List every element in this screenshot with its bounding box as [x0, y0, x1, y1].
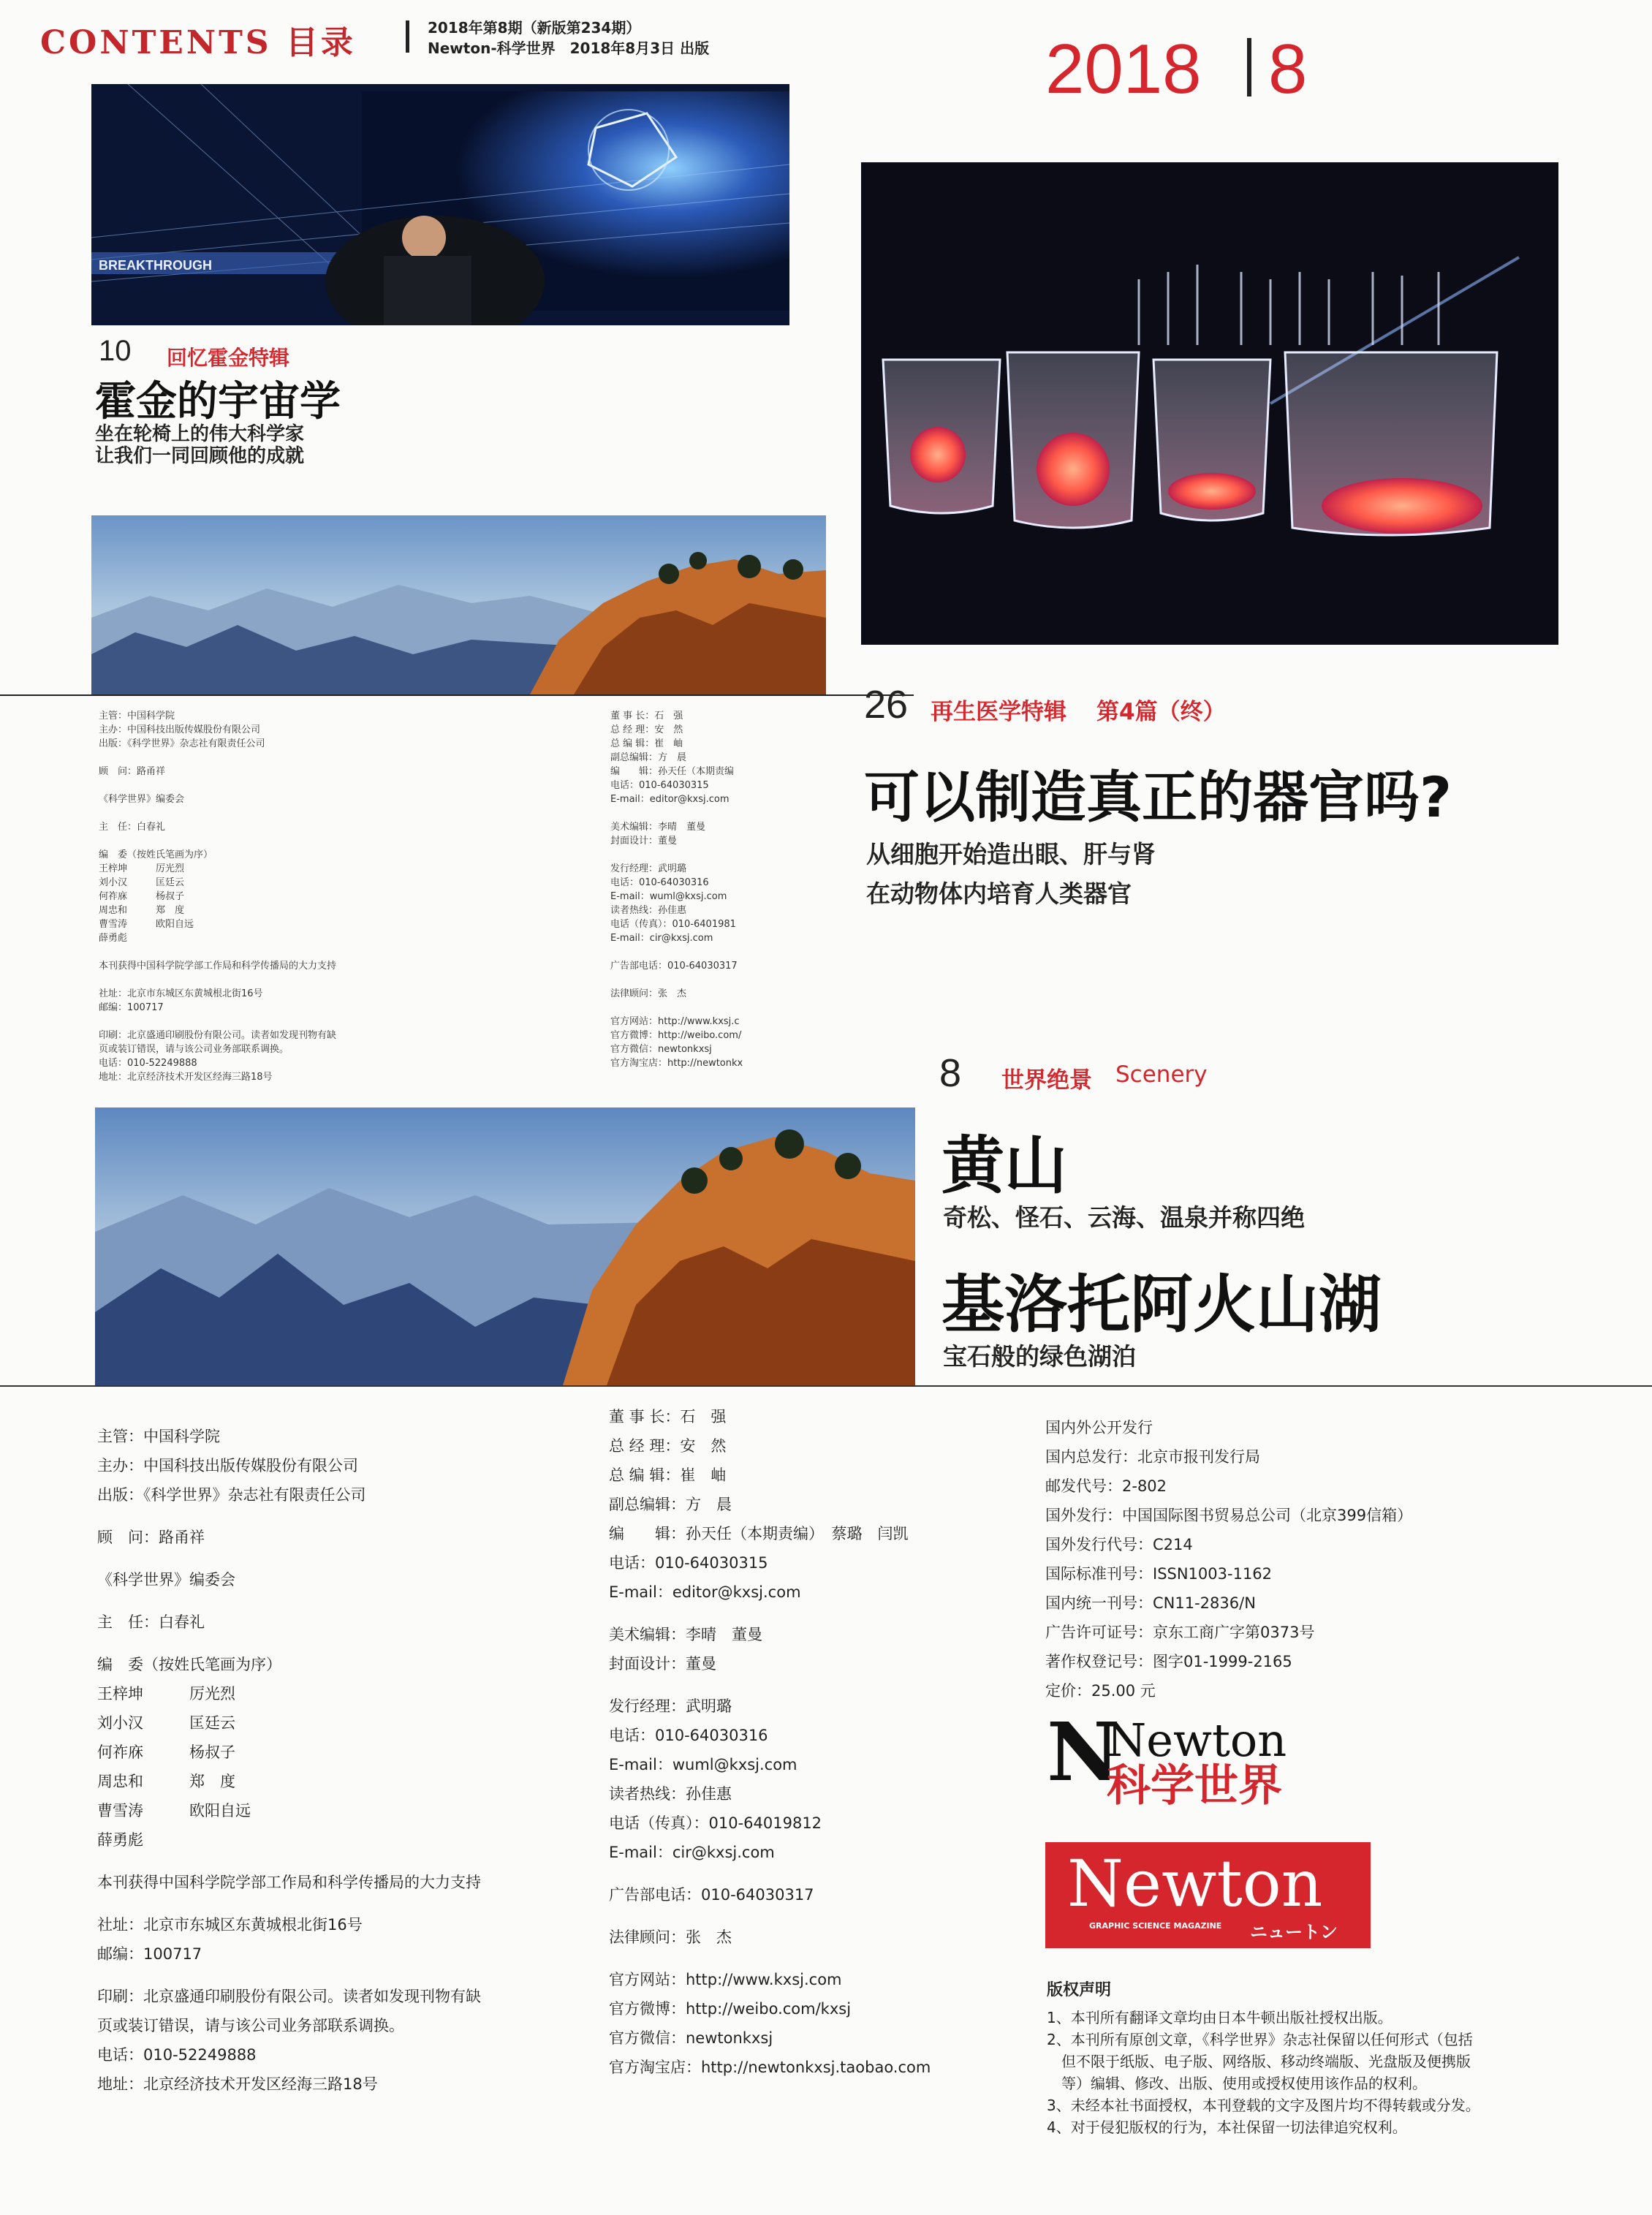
- colophon-line: 邮发代号：2-802: [1045, 1477, 1167, 1495]
- colophon-line: 国外发行代号：C214: [1045, 1536, 1193, 1553]
- article-title[interactable]: 黄山: [941, 1129, 1067, 1203]
- colophon-line: 广告许可证号：京东工商广字第0373号: [1045, 1624, 1315, 1641]
- article-page-number: 26: [864, 683, 909, 727]
- colophon-line: 编 辑：孙天任（本期责编） 蔡璐 闫凯: [609, 1525, 909, 1542]
- hawking-illustration: [91, 84, 789, 325]
- colophon-line: 国内统一刊号：CN11-2836/N: [1045, 1594, 1256, 1612]
- colophon-line: 美术编辑：李晴 董曼: [609, 1626, 762, 1643]
- article-subtitle: 奇松、怪石、云海、温泉并称四绝: [943, 1203, 1305, 1232]
- issue-info: [428, 18, 709, 58]
- colophon-line: 编 辑：孙天任（本期责编: [610, 766, 735, 777]
- colophon-line: 董 事 长：石 强: [610, 711, 683, 722]
- colophon-line: [97, 1594, 481, 1608]
- copyright-line: 2、本刊所有原创文章，《科学世界》杂志社保留以任何形式（包括: [1047, 2031, 1473, 2048]
- colophon-line: 国内外公开发行: [1045, 1419, 1153, 1436]
- colophon-line: 何祚庥 杨叔子: [99, 891, 185, 902]
- copyright-line: 等）编辑、修改、出版、使用或授权使用该作品的权利。: [1047, 2075, 1427, 2092]
- colophon-line: 主办：中国科技出版传媒股份有限公司: [99, 724, 261, 735]
- colophon-line: 国内总发行：北京市报刊发行局: [1045, 1448, 1260, 1466]
- colophon-line: 周忠和 郑 度: [99, 905, 185, 916]
- colophon-line: 发行经理：武明璐: [609, 1697, 732, 1715]
- colophon-line: 印刷：北京盛通印刷股份有限公司。读者如发现刊物有缺: [97, 1988, 481, 2005]
- colophon-line: 著作权登记号：图字01-1999-2165: [1045, 1653, 1292, 1670]
- colophon-line: 官方网站：http://www.kxsj.c: [610, 1016, 740, 1027]
- colophon-line: 副总编辑：方 晨: [610, 752, 687, 763]
- colophon-line: 法律顾问：张 杰: [610, 988, 687, 999]
- colophon-line: [609, 1909, 931, 1923]
- colophon-line: 邮编：100717: [97, 1945, 202, 1963]
- newton-red-logo: [1045, 1842, 1371, 1948]
- logo-cn-text: 科学世界: [1107, 1760, 1282, 1811]
- colophon-line: 电话（传真）：010-6401981: [610, 919, 736, 930]
- copyright-line: 但不限于纸版、电子版、网络版、移动终端版、光盘版及便携版: [1047, 2053, 1471, 2070]
- colophon-line: E-mail：wuml@kxsj.com: [610, 891, 727, 902]
- issue-month: 8: [1268, 30, 1308, 108]
- article-tag: 再生医学特辑: [931, 699, 1066, 725]
- colophon-line: [99, 806, 336, 820]
- colophon-line: 总 编 辑：崔 岫: [609, 1466, 727, 1484]
- colophon-line: 主管：中国科学院: [97, 1428, 220, 1445]
- issue-line-2: Newton-科学世界 2018年8月3日 出版: [428, 39, 710, 57]
- colophon-line: [99, 973, 336, 987]
- colophon-line: 总 经 理：安 然: [610, 724, 683, 735]
- colophon-line: 官方淘宝店：http://newtonkx: [610, 1058, 743, 1069]
- logo-sub: GRAPHIC SCIENCE MAGAZINE: [1089, 1921, 1222, 1931]
- header-divider: [406, 20, 409, 53]
- colophon-line: 总 编 辑：崔 岫: [610, 738, 683, 749]
- colophon-left: [97, 1422, 481, 2099]
- colophon-line: 电话（传真）：010-64019812: [609, 1814, 822, 1832]
- copyright-notice: [1047, 2007, 1480, 2138]
- colophon-line: [97, 1855, 481, 1868]
- article-subtitle: 从细胞开始造出眼、肝与肾: [866, 840, 1156, 868]
- copyright-line: 1、本刊所有翻译文章均由日本牛顿出版社授权出版。: [1047, 2009, 1393, 2026]
- colophon-line: [609, 1607, 931, 1620]
- colophon-line: 编 委（按姓氏笔画为序）: [97, 1656, 281, 1673]
- article-subtitle: 坐在轮椅上的伟大科学家: [95, 423, 305, 445]
- colophon-line: [97, 1969, 481, 1982]
- colophon-line: 读者热线：孙佳惠: [610, 905, 687, 916]
- colophon-line: 出版：《科学世界》杂志社有限责任公司: [99, 738, 265, 749]
- contents-cn: 目录: [285, 24, 356, 61]
- mountain-scene: [91, 515, 826, 694]
- colophon-line: [99, 945, 336, 959]
- colophon-line: 广告部电话：010-64030317: [610, 961, 738, 972]
- rule: [0, 694, 914, 696]
- colophon-line: [610, 1001, 743, 1015]
- issue-line-1: 2018年第8期（新版第234期）: [428, 19, 641, 37]
- colophon-line: 发行经理：武明璐: [610, 863, 687, 874]
- colophon-line: 《科学世界》编委会: [99, 794, 185, 805]
- colophon-line: 封面设计：董曼: [609, 1655, 716, 1673]
- mountain-scene: [95, 1108, 915, 1385]
- year-divider: [1247, 38, 1251, 96]
- colophon-line: 官方微信：newtonkxsj: [610, 1044, 712, 1055]
- article-page-number: 10: [99, 335, 132, 367]
- colophon-line: [97, 1897, 481, 1910]
- colophon-line: 地址：北京经济技术开发区经海三路18号: [97, 2075, 378, 2093]
- breakthrough-text: BREAKTHROUGH: [99, 258, 212, 273]
- colophon-line: 顾 问：路甬祥: [99, 766, 166, 777]
- colophon-line: 董 事 长：石 强: [609, 1408, 727, 1425]
- colophon-line: 主管：中国科学院: [99, 711, 175, 722]
- colophon-line: 周忠和 郑 度: [97, 1773, 235, 1790]
- copyright-title: 版权声明: [1047, 1981, 1112, 1999]
- colophon-mid: [609, 1402, 931, 2082]
- colophon-line: 何祚庥 杨叔子: [97, 1743, 235, 1761]
- colophon-line: [99, 751, 336, 765]
- contents-en: CONTENTS: [40, 24, 272, 61]
- colophon-line: 社址：北京市东城区东黄城根北街16号: [97, 1916, 363, 1934]
- colophon-line: 王梓坤 厉光烈: [97, 1685, 235, 1703]
- rule: [0, 1385, 1652, 1387]
- article-tag: 回忆霍金特辑: [167, 346, 290, 370]
- colophon-right: [1045, 1415, 1412, 1707]
- colophon-line: 顾 问：路甬祥: [97, 1529, 205, 1546]
- small-colophon-mid: [610, 709, 743, 1070]
- colophon-line: 国际标准刊号：ISSN1003-1162: [1045, 1565, 1273, 1583]
- hawking-photo[interactable]: [91, 84, 789, 325]
- colophon-line: 页或装订错误，请与该公司业务部联系调换。: [99, 1044, 289, 1055]
- colophon-line: 主 任：白春礼: [99, 822, 166, 833]
- colophon-line: [97, 1552, 481, 1565]
- logo-text: Newton: [1107, 1714, 1287, 1767]
- colophon-line: 薛勇彪: [99, 933, 128, 944]
- colophon-line: [99, 834, 336, 848]
- article-tag-en: Scenery: [1115, 1061, 1208, 1088]
- colophon-line: 王梓坤 厉光烈: [99, 863, 185, 874]
- article-title[interactable]: 基洛托阿火山湖: [941, 1268, 1382, 1341]
- colophon-line: 封面设计：董曼: [610, 836, 678, 847]
- colophon-line: 总 经 理：安 然: [609, 1437, 727, 1455]
- colophon-line: 《科学世界》编委会: [97, 1571, 235, 1589]
- article-title[interactable]: 霍金的宇宙学: [95, 378, 341, 425]
- logo-jp: ニュートン: [1250, 1922, 1338, 1942]
- article-subtitle: 让我们一同回顾他的成就: [95, 445, 305, 467]
- colophon-line: 曹雪涛 欧阳自远: [97, 1802, 251, 1820]
- colophon-line: 定价：25.00 元: [1045, 1682, 1156, 1700]
- article-title[interactable]: 可以制造真正的器官吗?: [864, 765, 1452, 830]
- colophon-line: 电话：010-64030316: [609, 1727, 768, 1744]
- colophon-line: [610, 973, 743, 987]
- colophon-line: 副总编辑：方 晨: [609, 1496, 732, 1513]
- copyright-line: 3、未经本社书面授权，本刊登载的文字及图片均不得转载或分发。: [1047, 2097, 1480, 2114]
- colophon-line: 编 委（按姓氏笔画为序）: [99, 849, 213, 860]
- colophon-line: 广告部电话：010-64030317: [609, 1886, 814, 1904]
- colophon-line: [609, 1867, 931, 1880]
- colophon-line: 电话：010-64030316: [610, 877, 709, 888]
- colophon-line: 法律顾问：张 杰: [609, 1928, 732, 1946]
- colophon-line: 页或装订错误，请与该公司业务部联系调换。: [97, 2017, 404, 2034]
- colophon-line: E-mail：wuml@kxsj.com: [609, 1756, 797, 1773]
- copyright-line: 4、对于侵犯版权的行为，本社保留一切法律追究权利。: [1047, 2119, 1407, 2136]
- newton-kexueshijie-logo: [1047, 1705, 1361, 1814]
- colophon-line: 邮编：100717: [99, 1002, 164, 1013]
- colophon-line: 官方微博：http://weibo.com/: [610, 1030, 742, 1041]
- article-page-number: 8: [939, 1051, 962, 1095]
- petri-dishes-illustration: [861, 162, 1558, 645]
- article-tag-part: 第4篇（终）: [1096, 699, 1226, 725]
- colophon-line: 社址：北京市东城区东黄城根北街16号: [99, 988, 263, 999]
- article-tag: 世界绝景: [1001, 1067, 1092, 1094]
- colophon-line: [610, 945, 743, 959]
- colophon-line: [609, 1678, 931, 1692]
- colophon-line: 电话：010-52249888: [97, 2046, 257, 2064]
- colophon-line: E-mail：cir@kxsj.com: [609, 1844, 775, 1861]
- colophon-line: 主办：中国科技出版传媒股份有限公司: [97, 1457, 358, 1474]
- colophon-line: 出版：《科学世界》杂志社有限责任公司: [97, 1486, 366, 1504]
- colophon-line: 曹雪涛 欧阳自远: [99, 919, 194, 930]
- colophon-line: E-mail：editor@kxsj.com: [610, 794, 730, 805]
- article-subtitle: 宝石般的绿色湖泊: [943, 1342, 1136, 1371]
- colophon-line: 地址：北京经济技术开发区经海三路18号: [99, 1072, 273, 1083]
- contents-heading: [40, 16, 356, 63]
- colophon-line: 电话：010-64030315: [609, 1554, 768, 1572]
- colophon-line: 刘小汉 匡廷云: [97, 1714, 235, 1732]
- colophon-line: 主 任：白春礼: [97, 1613, 205, 1631]
- logo-text: Newton: [1067, 1846, 1323, 1921]
- colophon-line: E-mail：editor@kxsj.com: [609, 1583, 801, 1601]
- colophon-line: 官方微博：http://weibo.com/kxsj: [609, 2000, 852, 2018]
- huangshan-thumbnail[interactable]: [91, 515, 826, 694]
- colophon-line: 官方淘宝店：http://newtonkxsj.taobao.com: [609, 2059, 931, 2076]
- colophon-line: 国外发行：中国国际图书贸易总公司（北京399信箱）: [1045, 1507, 1413, 1524]
- colophon-line: 本刊获得中国科学院学部工作局和科学传播局的大力支持: [99, 961, 337, 972]
- article-subtitle: 在动物体内培育人类器官: [866, 879, 1132, 908]
- organ-photo[interactable]: [861, 162, 1558, 645]
- colophon-line: 本刊获得中国科学院学部工作局和科学传播局的大力支持: [97, 1874, 481, 1891]
- huangshan-photo[interactable]: [95, 1108, 915, 1385]
- colophon-line: [97, 1510, 481, 1523]
- small-colophon-left: [99, 709, 336, 1084]
- colophon-line: [99, 1015, 336, 1029]
- colophon-line: [610, 806, 743, 820]
- colophon-line: E-mail：cir@kxsj.com: [610, 933, 713, 944]
- colophon-line: 读者热线：孙佳惠: [609, 1785, 732, 1803]
- colophon-line: 电话：010-64030315: [610, 780, 709, 791]
- colophon-line: 官方微信：newtonkxsj: [609, 2029, 773, 2047]
- colophon-line: 印刷：北京盛通印刷股份有限公司。读者如发现刊物有缺: [99, 1030, 337, 1041]
- colophon-line: 官方网站：http://www.kxsj.com: [609, 1971, 842, 1988]
- colophon-line: [99, 779, 336, 792]
- logo-n-letter: N: [1047, 1705, 1121, 1799]
- colophon-line: 美术编辑：李晴 董曼: [610, 822, 706, 833]
- colophon-line: 薛勇彪: [97, 1831, 143, 1849]
- colophon-line: 刘小汉 匡廷云: [99, 877, 185, 888]
- colophon-line: [609, 1952, 931, 1965]
- issue-year: 2018: [1045, 30, 1202, 108]
- colophon-line: [610, 848, 743, 862]
- colophon-line: 电话：010-52249888: [99, 1058, 197, 1069]
- colophon-line: [97, 1637, 481, 1650]
